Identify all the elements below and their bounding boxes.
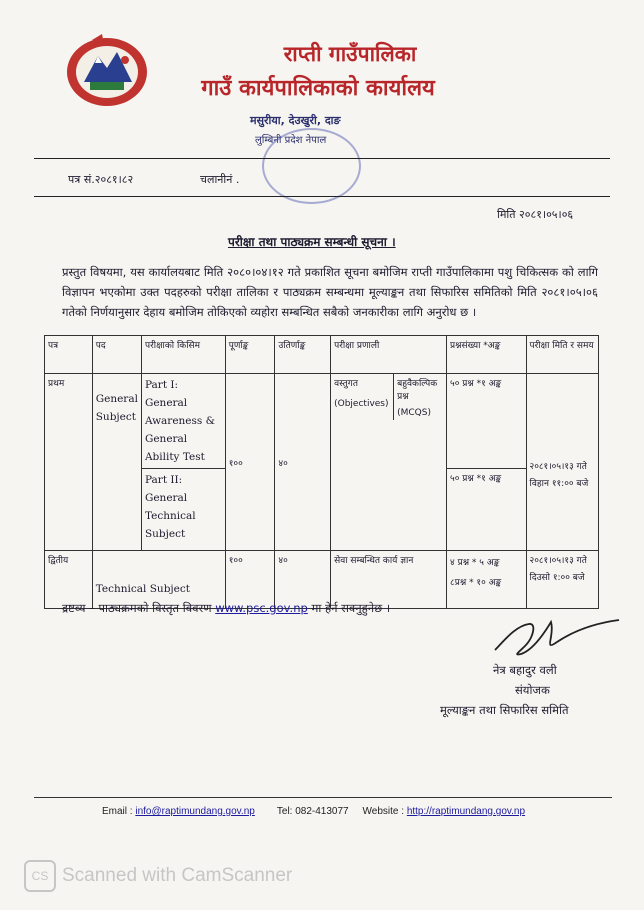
question-count-line: ४ प्रश्न * ५ अङ्क <box>450 558 500 568</box>
exam-system-mcq-en: (MCQS) <box>397 408 431 418</box>
note-suffix: मा हेर्न सक्नुहुनेछ । <box>311 601 391 615</box>
post-general: General Subject <box>92 374 141 551</box>
paper-first: प्रथम <box>45 374 93 551</box>
exam-system-objective-en: (Objectives) <box>334 399 389 409</box>
signatory-committee: मूल्याङ्कन तथा सिफारिस समिति <box>440 703 569 717</box>
exam-system-objective: वस्तुगत <box>334 379 358 389</box>
office-address: मसुरीया, देउखुरी, दाङ <box>250 114 341 127</box>
col-header: पूर्णाङ्क <box>225 336 275 374</box>
col-header: पद <box>92 336 141 374</box>
col-header: प्रश्नसंख्या *अङ्क <box>447 336 526 374</box>
dispatch-number: चलानीनं . <box>200 173 240 186</box>
col-header: परीक्षा मिति र समय <box>526 336 598 374</box>
footer-contact <box>102 806 525 817</box>
telephone: Tel: 082-413077 <box>276 806 349 817</box>
email-link[interactable]: info@raptimundang.gov.np <box>135 806 255 817</box>
question-count-part1: ५० प्रश्न *१ अङ्क <box>447 374 526 469</box>
table-row <box>45 551 599 609</box>
camscanner-icon: CS <box>24 860 56 892</box>
office-stamp <box>262 128 361 204</box>
exam-system <box>331 374 447 551</box>
notice-subject: परीक्षा तथा पाठ्यक्रम सम्बन्धी सूचना । <box>228 235 396 249</box>
website-link[interactable]: http://raptimundang.gov.np <box>406 806 526 817</box>
letter-date: मिति २०८१।०५।०६ <box>497 208 574 221</box>
exam-part-2: Part II: General Technical Subject <box>141 469 225 551</box>
camscanner-watermark <box>24 860 292 892</box>
nepal-emblem-logo <box>62 30 152 110</box>
exam-schedule-table <box>44 335 599 609</box>
post-technical: Technical Subject <box>92 551 225 609</box>
question-count <box>447 551 526 609</box>
signature-mark <box>485 612 625 664</box>
exam-system: सेवा सम्बन्धित कार्य ज्ञान <box>331 551 447 609</box>
signatory-name: नेत्र बहादुर वली <box>493 663 557 677</box>
col-header: उतिर्णाङ्क <box>275 336 331 374</box>
reference-number: पत्र सं.२०८१।८२ <box>68 173 134 186</box>
office-name: गाउँ कार्यपालिकाको कार्यालय <box>201 76 435 101</box>
full-marks: १०० <box>225 551 275 609</box>
paper-second: द्वितीय <box>45 551 93 609</box>
question-count-line: ८प्रश्न * १० अङ्क <box>450 578 502 588</box>
psc-link[interactable]: www.psc.gov.np <box>215 601 308 615</box>
province-name: लुम्बिनी प्रदेश नेपाल <box>255 135 327 146</box>
full-marks: १०० <box>225 374 275 551</box>
exam-date-first: २०८१।०५।१३ गते विहान ११:०० बजे <box>526 374 598 551</box>
email-label: Email : <box>102 806 133 817</box>
col-header: परीक्षा प्रणाली <box>331 336 447 374</box>
syllabus-note <box>62 601 390 616</box>
pass-marks: ४० <box>275 551 331 609</box>
question-count-part2: ५० प्रश्न *१ अङ्क <box>447 469 526 551</box>
pass-marks: ४० <box>275 374 331 551</box>
col-header: पत्र <box>45 336 93 374</box>
org-name: राप्ती गाउँपालिका <box>283 42 417 66</box>
notice-body: प्रस्तुत विषयमा, यस कार्यालयबाट मिति २०८०।०४।१२ गते प्रकाशित सूचना बमोजिम राप्ती गाउँपालिकामा पशु चिकित्सक को लागि विज्ञापन भएकोमा उक्त पदहरुको परीक्षा तालिका र पाठ्यक्रम सम्बन्धमा मूल्याङ्कन तथा सिफारिस समितिको मिति २०८१।०५।०६ गतेको निर्णयानुसार देहाय बमोजिम तोकिएको व्यहोरा सम्बन्धित सबैको जनकारीका लागि अनुरोध छ । <box>62 265 598 319</box>
table-row <box>45 374 599 469</box>
exam-part-1: Part I: General Awareness & General Ability Test <box>141 374 225 469</box>
note-prefix: द्रष्टव्य – पाठ्यक्रमको विस्तृत विवरण <box>62 601 212 615</box>
header-divider <box>34 158 610 159</box>
table-header-row <box>45 336 599 374</box>
exam-date-second: २०८१।०५।१३ गते दिउसो १:०० बजे <box>526 551 598 609</box>
reference-divider <box>34 196 610 197</box>
footer-divider <box>34 797 612 798</box>
signatory-role: संयोजक <box>515 683 550 697</box>
exam-system-mcq: बहुवैकल्पिक प्रश्न <box>397 379 438 402</box>
col-header: परीक्षाको किसिम <box>141 336 225 374</box>
camscanner-text: Scanned with CamScanner <box>62 865 293 887</box>
website-label: Website : <box>362 806 405 817</box>
